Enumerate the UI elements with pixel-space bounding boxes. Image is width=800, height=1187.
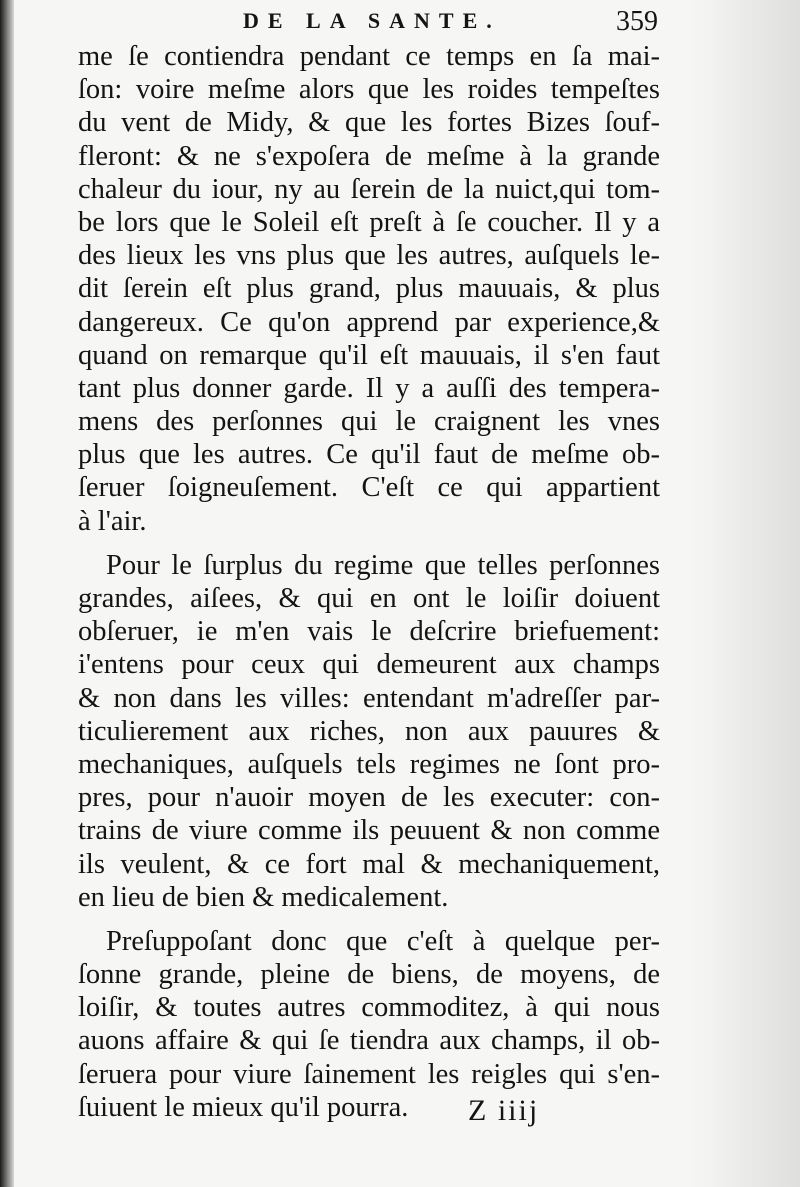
paragraph-gap bbox=[78, 538, 660, 549]
text-line: dangereux. Ce qu'on apprend par experience,& bbox=[78, 306, 660, 338]
text-line: tant plus donner garde. Il y a auſſi des tempera- bbox=[78, 372, 660, 404]
text-line: ſeruer ſoigneuſement. C'eſt ce qui appartient bbox=[78, 472, 660, 504]
text-line: plus que les autres. Ce qu'il faut de meſme ob- bbox=[78, 439, 660, 471]
body-text bbox=[78, 40, 660, 1124]
text-line: dit ſerein eſt plus grand, plus mauuais, & plus bbox=[78, 273, 660, 305]
text-line: ſonne grande, pleine de biens, de moyens, de bbox=[78, 959, 660, 991]
text-line: fleront: & ne s'expoſera de meſme à la grande bbox=[78, 140, 660, 172]
text-line: à l'air. bbox=[78, 505, 147, 537]
text-line: des lieux les vns plus que les autres, auſquels le- bbox=[78, 240, 660, 272]
text-line: Preſuppoſant donc que c'eſt à quelque per- bbox=[106, 925, 660, 957]
text-line: ſon: voire meſme alors que les roides tempeſtes bbox=[78, 74, 660, 106]
text-line: Pour le ſurplus du regime que telles perſonnes bbox=[106, 549, 660, 581]
page-header bbox=[78, 4, 658, 38]
text-line: du vent de Midy, & que les fortes Bizes ſouf- bbox=[78, 107, 660, 139]
signature-mark: Z iiij bbox=[468, 1094, 540, 1127]
text-line: ils veulent, & ce fort mal & mechaniquement, bbox=[78, 848, 660, 880]
text-line: trains de viure comme ils peuuent & non comme bbox=[78, 815, 660, 847]
text-line: & non dans les villes: entendant m'adreſſer par- bbox=[78, 682, 660, 714]
text-line: be lors que le Soleil eſt preſt à ſe coucher. Il y a bbox=[78, 206, 660, 238]
text-line: ſeruera pour viure ſainement les reigles qui s'en- bbox=[78, 1058, 660, 1090]
text-line: grandes, aiſees, & qui en ont le loiſir doiuent bbox=[78, 583, 660, 614]
text-line: ticulierement aux riches, non aux pauures & bbox=[78, 715, 660, 747]
text-line: auons affaire & qui ſe tiendra aux champs, il ob- bbox=[78, 1025, 660, 1057]
text-line: quand on remarque qu'il eſt mauuais, il s'en faut bbox=[78, 339, 660, 371]
paragraph-2 bbox=[78, 549, 660, 914]
page-number: 359 bbox=[616, 6, 658, 37]
text-line: loiſir, & toutes autres commoditez, à qui nous bbox=[78, 992, 660, 1024]
text-line: en lieu de bien & medicalement. bbox=[78, 881, 449, 913]
text-line: chaleur du iour, ny au ſerein de la nuict,qui tom- bbox=[78, 173, 660, 205]
text-line: mens des perſonnes qui le craignent les vnes bbox=[78, 406, 660, 438]
text-line: ſuiuent le mieux qu'il pourra. bbox=[78, 1091, 409, 1123]
text-line: obſeruer, ie m'en vais le deſcrire briefuement: bbox=[78, 616, 660, 648]
paragraph-3 bbox=[78, 925, 660, 1124]
show-through bbox=[690, 0, 800, 1187]
text-line: me ſe contiendra pendant ce temps en ſa mai- bbox=[78, 41, 660, 72]
running-title: DE LA SANTE. bbox=[243, 8, 501, 33]
page-gutter bbox=[0, 0, 14, 1187]
paragraph-gap bbox=[78, 914, 660, 925]
text-line: mechaniques, auſquels tels regimes ne ſont pro- bbox=[78, 748, 660, 780]
paragraph-1 bbox=[78, 40, 660, 538]
text-line: pres, pour n'auoir moyen de les executer: con- bbox=[78, 782, 660, 814]
text-line: i'entens pour ceux qui demeurent aux champs bbox=[78, 649, 660, 681]
